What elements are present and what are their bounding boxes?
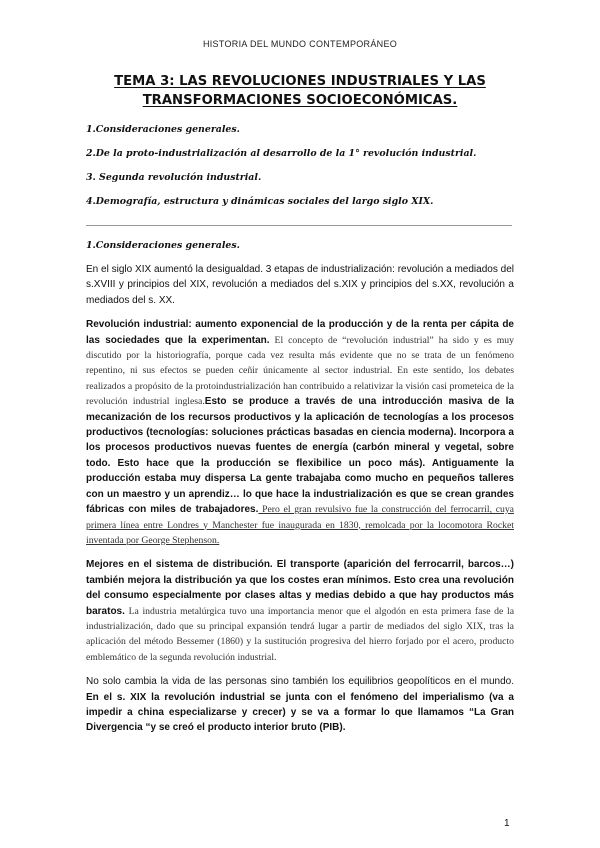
section-divider [86,225,512,226]
underlined-serif-text: Pero el gran revulsivo fue la construcción del ferrocarril, cuya primera línea entre Londres y Manchester fue inaugurada en 1830, remolcada por la locomotora Rocket inventada por George Stephenson. [86,504,514,546]
toc-item-1: 1.Consideraciones generales. [86,124,240,135]
paragraph-4 [86,674,514,736]
running-header: HISTORIA DEL MUNDO CONTEMPORÁNEO [202,39,398,49]
body-text [86,262,514,745]
emphasis-text: Esto se produce a través de una introducción masiva de la mecanización de los recursos productivos y la aplicación de tecnologías a los procesos productivos (tecnologías: soluciones prácticas basadas en ciencia moderna). Incorpora a los procesos productivos nuevas fuentes de energía (carbón mineral y vegetal, sobre todo. Esto hace que la producción se flexibilice un poco más). Antiguamente la producción estaba muy dispersa La gente trabajaba como mucho en pequeños talleres con un maestro y un aprendiz… lo que hace la industrialización es que se crean grandes fábricas con miles de trabajadores. [86,396,514,516]
document-title [86,72,514,110]
toc-item-3: 3. Segunda revolución industrial. [86,172,262,183]
title-line-2: TRANSFORMACIONES SOCIOECONÓMICAS. [142,93,458,108]
paragraph-1: En el siglo XIX aumentó la desigualdad. 3 etapas de industrialización: revolución a mediados del s.XVIII y principios del XIX, revolución a mediados del s.XIX y principios del s.XX, revolución a mediados del s. XX. [86,264,514,306]
geopolitics-text: No solo cambia la vida de las personas sino también los equilibrios geopolíticos en el mundo. [86,676,514,688]
distribution-text: Mejores en el sistema de distribución. El transporte (aparición del ferrocarril, barcos…) también mejora la distribución ya que los costes eran mínimos. Esto crea una revolución del consumo especialmente por clases altas y medias debido a que hay productos más baratos. [86,559,514,617]
page-number: 1 [504,818,510,829]
term-revolucion-industrial: Revolución industrial [86,319,189,331]
metalurgy-serif-text: La industria metalúrgica tuvo una importancia menor que el algodón en esta primera fase de la industrialización, dado que su principal expansión tendrá lugar a partir de mediados del siglo XIX, tras la aplicación del método Bessemer (1860) y la sustitución progresiva del hierro forjado por el acero, producto emblemático de la segunda revolución industrial. [86,605,514,663]
section-heading: 1.Consideraciones generales. [86,240,240,251]
paragraph-3 [86,557,514,665]
imperialism-text: En el s. XIX la revolución industrial se junta con el fenómeno del imperialismo (va a impedir a china especializarse y crecer) y se va a formar lo que llamamos “La Gran Divergencia “y se creó el producto interior bruto (PIB). [86,691,514,734]
title-line-1: TEMA 3: LAS REVOLUCIONES INDUSTRIALES Y LAS [114,74,486,89]
toc-item-4: 4.Demografía, estructura y dinámicas sociales del largo siglo XIX. [86,196,434,207]
paragraph-2 [86,317,514,548]
table-of-contents [86,124,516,220]
toc-item-2: 2.De la proto-industrialización al desarrollo de la 1° revolución industrial. [86,148,477,159]
definition-text: : aumento exponencial de la producción y de la renta per cápita de las sociedades que la experimentan. [86,319,514,346]
quoted-serif-text: El concepto de “revolución industrial” ha sido y es muy discutido por la historiografía, porque cada vez resulta más evidente que no se trata de un fenómeno repentino, ni sus efectos se pueden ceñir únicamente al sector industrial. En este sentido, los debates realizados a propósito de la protoindustrialización han contribuido a relativizar la visión casi prometeica de la revolución industrial inglesa. [86,334,514,408]
